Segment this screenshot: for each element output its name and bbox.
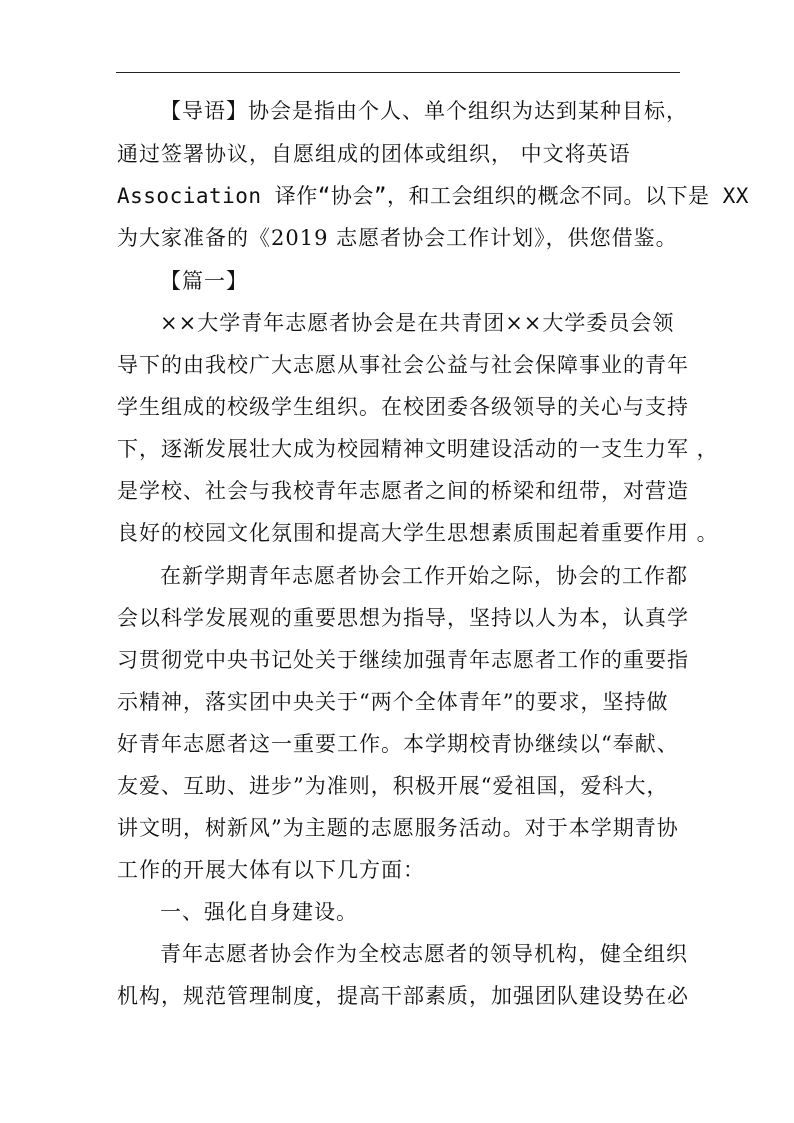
paragraph-2-line-6: 友爱、互助、进步”为准则，积极开展“爱祖国，爱科大， [117, 774, 669, 798]
paragraph-1-line-5: 是学校、社会与我校青年志愿者之间的桥梁和纽带，对营造 [117, 479, 689, 503]
paragraph-2-line-8: 工作的开展大体有以下几方面： [117, 858, 425, 882]
paragraph-3-line-2: 机构，规范管理制度，提高干部素质，加强团队建设势在必 [117, 984, 689, 1008]
paragraph-2-line-3: 习贯彻党中央书记处关于继续加强青年志愿者工作的重要指 [117, 648, 689, 672]
paragraph-2-line-4: 示精神，落实团中央关于“两个全体青年”的要求，坚持做 [117, 690, 669, 714]
intro-line-4: 为大家准备的《2019 志愿者协会工作计划》，供您借鉴。 [117, 226, 678, 250]
paragraph-3-line-1: 青年志愿者协会作为全校志愿者的领导机构，健全组织 [160, 942, 688, 966]
paragraph-2-line-5: 好青年志愿者这一重要工作。本学期校青协继续以“奉献、 [117, 732, 679, 756]
paragraph-2-line-7: 讲文明，树新风”为主题的志愿服务活动。对于本学期青协 [117, 816, 679, 840]
section-heading: 【篇一】 [160, 269, 248, 293]
intro-line-1: 【导语】协会是指由个人、单个组织为达到某种目标， [160, 99, 688, 123]
paragraph-1-line-4: 下，逐渐发展壮大成为校园精神文明建设活动的一支生力军 ， [117, 437, 719, 461]
paragraph-1-line-3: 学生组成的校级学生组织。在校团委各级领导的关心与支持 [117, 395, 689, 419]
subsection-heading: 一、强化自身建设。 [160, 900, 358, 924]
paragraph-1-line-1: ××大学青年志愿者协会是在共青团××大学委员会领 [160, 311, 675, 335]
intro-line-2: 通过签署协议，自愿组成的团体或组织， 中文将英语 [117, 142, 631, 166]
header-rule [116, 72, 680, 73]
paragraph-2-line-1: 在新学期青年志愿者协会工作开始之际，协会的工作都 [160, 564, 688, 588]
paragraph-1-line-2: 导下的由我校广大志愿从事社会公益与社会保障事业的青年 [117, 353, 689, 377]
intro-line-3: Association 译作“协会”，和工会组织的概念不同。以下是 XX [117, 184, 749, 208]
paragraph-2-line-2: 会以科学发展观的重要思想为指导，坚持以人为本，认真学 [117, 606, 689, 630]
paragraph-1-line-6: 良好的校园文化氛围和提高大学生思想素质围起着重要作用 。 [117, 521, 719, 545]
